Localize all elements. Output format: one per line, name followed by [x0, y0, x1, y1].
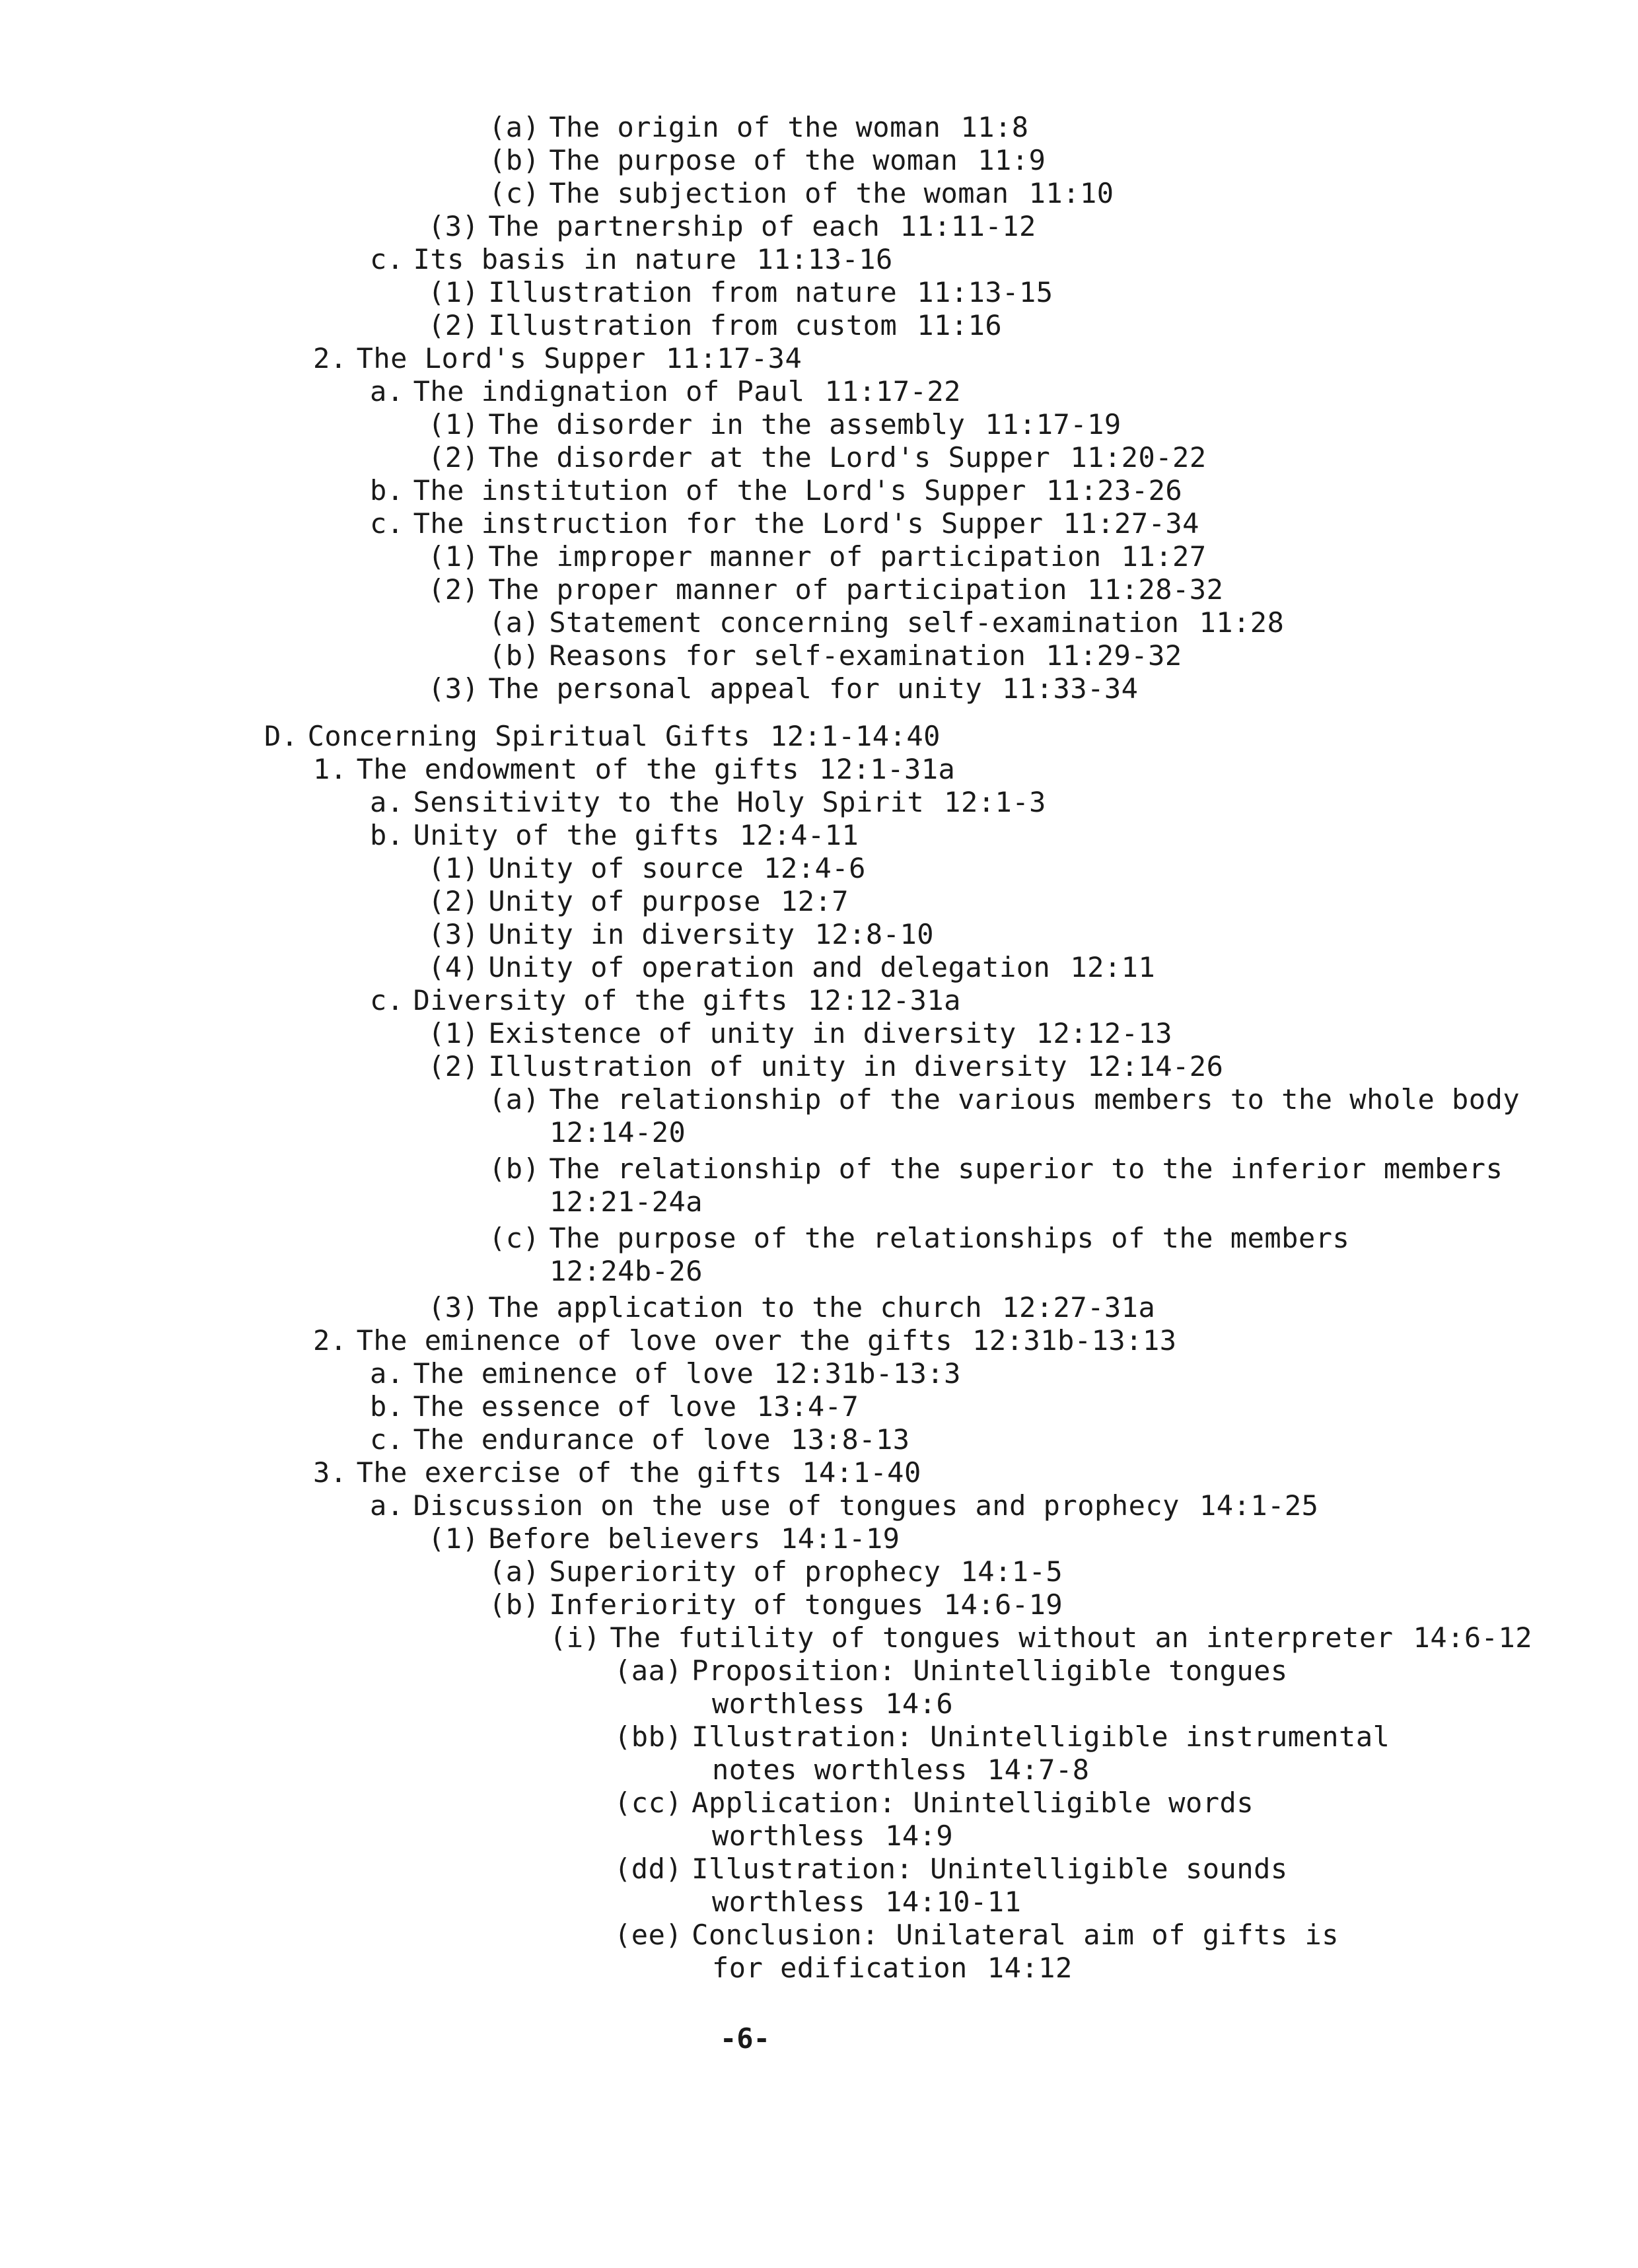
scripture-reference: 14:6	[885, 1687, 954, 1720]
scripture-reference: 12:31b-13:3	[773, 1357, 961, 1390]
scripture-reference: 11:27-34	[1063, 507, 1199, 540]
outline-text: Existence of unity in diversity	[488, 1017, 1016, 1049]
outline-label: 2.	[313, 1324, 347, 1357]
scripture-reference: 14:12	[987, 1952, 1073, 1984]
outline-label: (2)	[428, 441, 480, 474]
scripture-reference: 12:14-26	[1087, 1050, 1224, 1082]
outline-line	[614, 1919, 1339, 1952]
outline-label: (dd)	[614, 1853, 683, 1885]
outline-label: b.	[370, 474, 404, 507]
scripture-reference: 12:7	[780, 885, 849, 917]
outline-line	[550, 1255, 703, 1288]
scripture-reference: 11:8	[960, 111, 1029, 143]
outline-label: 3.	[313, 1456, 347, 1489]
outline-label: (aa)	[614, 1654, 683, 1687]
outline-label: (a)	[489, 606, 540, 639]
outline-line	[370, 786, 1046, 819]
outline-label: c.	[370, 984, 404, 1016]
outline-text: The eminence of love	[413, 1357, 754, 1390]
outline-text: Inferiority of tongues	[549, 1588, 924, 1621]
outline-text: The disorder in the assembly	[488, 408, 966, 441]
outline-text: The essence of love	[413, 1390, 737, 1423]
scripture-reference: 12:1-31a	[819, 753, 956, 785]
page-number: -6-	[720, 2022, 770, 2055]
outline-text: The proper manner of participation	[488, 573, 1068, 606]
scripture-reference: 12:11	[1070, 951, 1156, 983]
scripture-reference: 11:28-32	[1087, 573, 1224, 606]
outline-line	[370, 984, 961, 1017]
outline-text: Conclusion: Unilateral aim of gifts is	[692, 1919, 1339, 1951]
scripture-reference: 14:6-12	[1413, 1621, 1533, 1654]
outline-line	[428, 852, 866, 885]
scripture-reference: 12:4-6	[764, 852, 866, 884]
outline-line	[712, 1820, 953, 1853]
scripture-reference: 11:9	[978, 144, 1046, 176]
outline-label: (1)	[428, 540, 480, 573]
outline-label: (3)	[428, 918, 480, 950]
scripture-reference: 11:10	[1028, 177, 1114, 209]
scripture-reference: 11:13-15	[917, 276, 1053, 308]
outline-text: notes worthless	[712, 1754, 968, 1786]
outline-label: (b)	[489, 1588, 540, 1621]
outline-text: The institution of the Lord's Supper	[413, 474, 1026, 507]
outline-line	[428, 1050, 1223, 1083]
outline-label: (1)	[428, 276, 480, 308]
outline-line	[489, 1083, 1520, 1116]
outline-text: The disorder at the Lord's Supper	[488, 441, 1051, 474]
scripture-reference: 12:4-11	[739, 819, 859, 851]
outline-line	[614, 1720, 1390, 1754]
scripture-reference: 12:31b-13:13	[972, 1324, 1177, 1357]
scripture-reference: 11:17-34	[665, 342, 802, 374]
outline-text: Proposition: Unintelligible tongues	[692, 1654, 1288, 1687]
outline-label: 1.	[313, 753, 347, 785]
outline-text: Unity in diversity	[488, 918, 795, 950]
outline-line	[428, 309, 1002, 342]
outline-label: D.	[264, 720, 299, 752]
outline-line	[428, 672, 1138, 705]
outline-label: (i)	[550, 1621, 601, 1654]
outline-text: worthless	[712, 1820, 866, 1852]
outline-text: Diversity of the gifts	[413, 984, 788, 1016]
outline-text: Illustration of unity in diversity	[488, 1050, 1068, 1082]
outline-label: (1)	[428, 1017, 480, 1049]
scripture-reference: 14:1-19	[780, 1522, 900, 1555]
outline-line	[550, 1116, 686, 1149]
outline-text: The endowment of the gifts	[356, 753, 800, 785]
outline-line	[428, 441, 1207, 474]
outline-label: (b)	[489, 639, 540, 672]
outline-text: The endurance of love	[413, 1423, 771, 1456]
outline-label: (a)	[489, 111, 540, 143]
outline-text: Illustration from custom	[488, 309, 898, 341]
outline-label: (a)	[489, 1555, 540, 1588]
outline-label: (2)	[428, 885, 480, 917]
outline-line	[313, 1456, 921, 1489]
outline-text: Illustration: Unintelligible instrumental	[692, 1720, 1390, 1753]
scripture-reference: 14:1-40	[802, 1456, 921, 1489]
scripture-reference: 12:14-20	[550, 1116, 686, 1149]
outline-line	[489, 1588, 1063, 1621]
outline-line	[489, 177, 1114, 210]
outline-line	[428, 1291, 1155, 1324]
scripture-reference: 12:1-14:40	[770, 720, 941, 752]
outline-text: Application: Unintelligible words	[692, 1787, 1254, 1819]
outline-text: The subjection of the woman	[549, 177, 1009, 209]
outline-label: a.	[370, 1357, 404, 1390]
outline-line	[712, 1754, 1090, 1787]
outline-text: worthless	[712, 1886, 866, 1918]
outline-line	[370, 1357, 961, 1390]
outline-text: Illustration from nature	[488, 276, 898, 308]
scripture-reference: 14:1-5	[960, 1555, 1063, 1588]
scripture-reference: 11:17-22	[824, 375, 961, 408]
outline-label: (2)	[428, 1050, 480, 1082]
outline-line	[614, 1787, 1254, 1820]
outline-text: The personal appeal for unity	[488, 672, 983, 705]
outline-line	[428, 1017, 1172, 1050]
outline-line	[550, 1186, 703, 1219]
outline-label: (4)	[428, 951, 480, 983]
scripture-reference: 12:12-31a	[807, 984, 961, 1016]
outline-line	[489, 144, 1046, 177]
outline-line	[370, 819, 859, 852]
outline-label: (3)	[428, 210, 480, 242]
outline-text: Unity of source	[488, 852, 744, 884]
outline-line	[712, 1886, 1021, 1919]
scripture-reference: 12:8-10	[814, 918, 935, 950]
scripture-reference: 14:6-19	[943, 1588, 1063, 1621]
outline-label: (a)	[489, 1083, 540, 1116]
outline-label: (ee)	[614, 1919, 683, 1951]
outline-text: The purpose of the woman	[549, 144, 958, 176]
outline-text: Superiority of prophecy	[549, 1555, 941, 1588]
outline-line	[370, 243, 893, 276]
scripture-reference: 12:1-3	[944, 786, 1046, 818]
outline-label: b.	[370, 819, 404, 851]
scripture-reference: 11:28	[1199, 606, 1285, 639]
outline-line	[313, 753, 955, 786]
outline-line	[614, 1654, 1288, 1687]
outline-line	[489, 1222, 1349, 1255]
outline-line	[428, 408, 1122, 441]
outline-label: a.	[370, 375, 404, 408]
scripture-reference: 14:10-11	[885, 1886, 1022, 1918]
scripture-reference: 12:24b-26	[550, 1255, 703, 1287]
outline-text: The relationship of the various members to the whole body	[549, 1083, 1520, 1116]
outline-text: for edification	[712, 1952, 968, 1984]
outline-label: (b)	[489, 1152, 540, 1185]
scripture-reference: 11:29-32	[1046, 639, 1182, 672]
outline-label: (3)	[428, 1291, 480, 1324]
outline-line	[712, 1687, 953, 1720]
scripture-reference: 11:20-22	[1070, 441, 1207, 474]
outline-line	[614, 1853, 1288, 1886]
outline-line	[370, 474, 1182, 507]
outline-text: The purpose of the relationships of the members	[549, 1222, 1350, 1254]
outline-line	[489, 639, 1182, 672]
outline-line	[264, 720, 941, 753]
outline-line	[712, 1952, 1073, 1985]
outline-line	[489, 111, 1029, 144]
outline-label: c.	[370, 243, 404, 275]
outline-line	[550, 1621, 1532, 1654]
outline-line	[428, 1522, 900, 1555]
scripture-reference: 11:27	[1121, 540, 1207, 573]
scripture-reference: 14:7-8	[987, 1754, 1090, 1786]
outline-text: The improper manner of participation	[488, 540, 1102, 573]
outline-text: The futility of tongues without an interpreter	[610, 1621, 1394, 1654]
scripture-reference: 14:1-25	[1199, 1489, 1319, 1522]
outline-line	[489, 606, 1284, 639]
outline-label: (c)	[489, 1222, 540, 1254]
outline-line	[428, 951, 1155, 984]
outline-label: 2.	[313, 342, 347, 374]
outline-text: Unity of the gifts	[413, 819, 720, 851]
outline-line	[313, 342, 802, 375]
outline-text: Concerning Spiritual Gifts	[307, 720, 751, 752]
outline-line	[370, 375, 961, 408]
scripture-reference: 13:8-13	[791, 1423, 910, 1456]
scripture-reference: 11:11-12	[900, 210, 1036, 242]
scripture-reference: 11:13-16	[756, 243, 893, 275]
outline-text: Its basis in nature	[413, 243, 737, 275]
scripture-reference: 12:21-24a	[550, 1186, 703, 1218]
outline-text: The application to the church	[488, 1291, 983, 1324]
outline-label: b.	[370, 1390, 404, 1423]
outline-label: (1)	[428, 408, 480, 441]
scripture-reference: 13:4-7	[756, 1390, 859, 1423]
outline-line	[313, 1324, 1177, 1357]
outline-text: Before believers	[488, 1522, 761, 1555]
outline-text: The eminence of love over the gifts	[356, 1324, 953, 1357]
scripture-reference: 11:33-34	[1002, 672, 1139, 705]
outline-text: Unity of operation and delegation	[488, 951, 1051, 983]
outline-line	[428, 276, 1053, 309]
outline-label: (b)	[489, 144, 540, 176]
outline-label: a.	[370, 1489, 404, 1522]
outline-line	[370, 1390, 859, 1423]
scripture-reference: 11:23-26	[1046, 474, 1183, 507]
outline-text: Statement concerning self-examination	[549, 606, 1180, 639]
outline-label: c.	[370, 1423, 404, 1456]
outline-text: The relationship of the superior to the inferior members	[549, 1152, 1503, 1185]
outline-text: worthless	[712, 1687, 866, 1720]
scripture-reference: 12:27-31a	[1002, 1291, 1156, 1324]
outline-text: Discussion on the use of tongues and prophecy	[413, 1489, 1180, 1522]
outline-label: (bb)	[614, 1720, 683, 1753]
outline-text: The exercise of the gifts	[356, 1456, 783, 1489]
scripture-reference: 11:17-19	[985, 408, 1122, 441]
outline-label: a.	[370, 786, 404, 818]
outline-text: Unity of purpose	[488, 885, 761, 917]
outline-text: Illustration: Unintelligible sounds	[692, 1853, 1288, 1885]
outline-label: (2)	[428, 309, 480, 341]
outline-text: Sensitivity to the Holy Spirit	[413, 786, 925, 818]
outline-text: The Lord's Supper	[356, 342, 646, 374]
outline-text: The partnership of each	[488, 210, 880, 242]
outline-line	[489, 1555, 1063, 1588]
outline-text: Reasons for self-examination	[549, 639, 1026, 672]
outline-label: (c)	[489, 177, 540, 209]
outline-line	[428, 885, 849, 918]
outline-line	[489, 1152, 1503, 1186]
outline-line	[370, 1423, 910, 1456]
outline-line	[428, 210, 1036, 243]
outline-line	[428, 918, 934, 951]
outline-line	[428, 540, 1207, 573]
outline-label: (3)	[428, 672, 480, 705]
outline-label: (cc)	[614, 1787, 683, 1819]
outline-label: (2)	[428, 573, 480, 606]
outline-text: The origin of the woman	[549, 111, 941, 143]
outline-text: The indignation of Paul	[413, 375, 805, 408]
scripture-reference: 11:16	[917, 309, 1003, 341]
outline-label: (1)	[428, 852, 480, 884]
scripture-reference: 12:12-13	[1036, 1017, 1173, 1049]
outline-label: (1)	[428, 1522, 480, 1555]
outline-label: c.	[370, 507, 404, 540]
outline-line	[370, 507, 1199, 540]
outline-line	[428, 573, 1223, 606]
outline-line	[370, 1489, 1318, 1522]
scripture-reference: 14:9	[885, 1820, 954, 1852]
outline-text: The instruction for the Lord's Supper	[413, 507, 1044, 540]
